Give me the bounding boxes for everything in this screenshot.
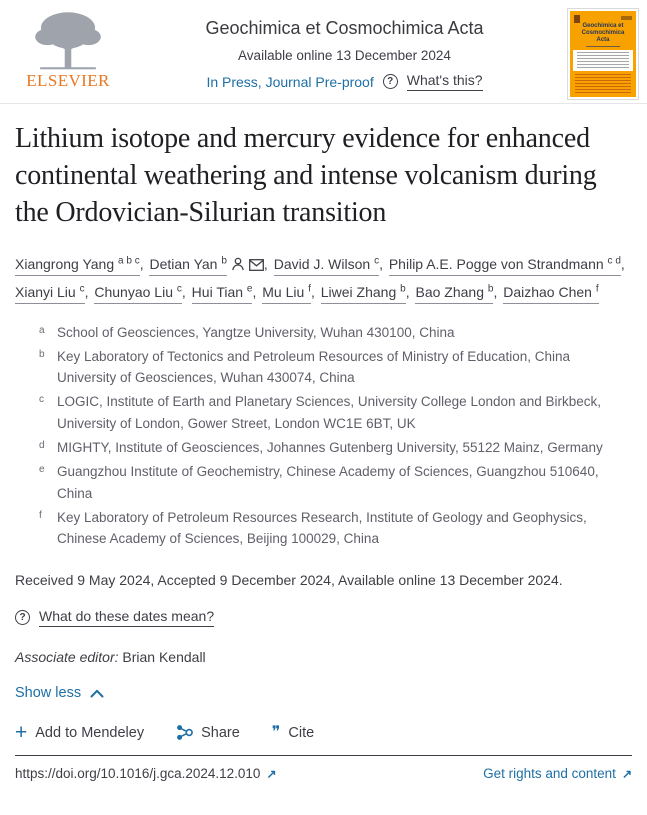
- author-separator: ,: [620, 255, 625, 272]
- author-link[interactable]: [94, 284, 182, 304]
- author-name: Xiangrong Yang: [15, 255, 115, 272]
- cover-lower-panel: [573, 73, 633, 95]
- article-title: Lithium isotope and mercury evidence for enhanced continental weathering and intense volcanism during the Ordovician-Silurian transition: [15, 123, 597, 229]
- affiliation-label: c: [39, 394, 44, 406]
- external-link-icon: ↗: [266, 766, 277, 781]
- author-name: Liwei Zhang: [320, 283, 397, 300]
- available-online-text: Available online 13 December 2024: [238, 48, 451, 63]
- author-link[interactable]: [15, 256, 140, 276]
- doi-link[interactable]: [15, 766, 277, 781]
- affiliation-item: [39, 437, 632, 459]
- author-affiliation-sup: f: [595, 283, 599, 295]
- affiliation-text: LOGIC, Institute of Earth and Planetary Sciences, University College London and Birkbeck, University of London, Gower Street, London WC1E 6BT, UK: [57, 394, 602, 432]
- elsevier-logo[interactable]: [14, 6, 122, 91]
- affiliation-label: d: [39, 440, 45, 451]
- journal-cover-thumbnail[interactable]: [567, 8, 639, 100]
- footer-row: [15, 766, 632, 795]
- affiliation-item: [39, 461, 632, 505]
- author-link[interactable]: [274, 256, 379, 276]
- author-link[interactable]: [389, 256, 621, 276]
- author-affiliation-sup: b: [400, 283, 406, 295]
- affiliation-list: [15, 322, 632, 551]
- share-label: Share: [201, 724, 240, 741]
- author-separator: ,: [181, 283, 190, 300]
- journal-title-link[interactable]: Geochimica et Cosmochimica Acta: [205, 18, 484, 38]
- article-dates: Received 9 May 2024, Accepted 9 December 2024, Available online 13 December 2024.: [15, 572, 563, 589]
- header: [0, 0, 647, 104]
- elsevier-tree-icon: [27, 8, 109, 74]
- author-name: Hui Tian: [191, 283, 244, 300]
- question-icon: ?: [15, 610, 30, 625]
- author-name: Mu Liu: [262, 283, 305, 300]
- chevron-up-icon: [90, 689, 104, 698]
- affiliation-label: e: [39, 463, 45, 475]
- author-link[interactable]: [503, 284, 598, 304]
- cite-label: Cite: [288, 724, 315, 741]
- add-to-mendeley-label: Add to Mendeley: [35, 724, 145, 741]
- share-icon: [176, 724, 193, 741]
- cover-issue-text: [621, 16, 632, 20]
- associate-editor-row: [15, 649, 632, 665]
- show-less-label: Show less: [15, 685, 82, 702]
- author-affiliation-sup: a b c: [118, 255, 140, 267]
- affiliation-item: [39, 322, 632, 344]
- envelope-icon[interactable]: [249, 259, 264, 271]
- rights-link[interactable]: [483, 766, 632, 781]
- author-name: Philip A.E. Pogge von Strandmann: [388, 255, 604, 272]
- affiliation-item: [39, 391, 632, 435]
- affiliation-item: [39, 346, 632, 390]
- author-separator: ,: [310, 283, 319, 300]
- author-separator: ,: [139, 255, 148, 272]
- affiliation-label: b: [39, 348, 45, 360]
- question-icon[interactable]: ?: [383, 74, 398, 89]
- header-center: [122, 6, 567, 91]
- plus-icon: +: [15, 720, 28, 744]
- doi-text: https://doi.org/10.1016/j.gca.2024.12.010: [15, 766, 261, 782]
- author-separator: ,: [379, 255, 387, 272]
- author-name: Xianyi Liu: [15, 283, 76, 300]
- dates-help-link[interactable]: What do these dates mean?: [39, 608, 214, 627]
- author-affiliation-sup: e: [246, 283, 253, 295]
- author-name: Bao Zhang: [415, 283, 484, 300]
- person-icon[interactable]: [231, 257, 245, 271]
- author-affiliation-sup: c: [176, 283, 182, 295]
- author-list: [15, 250, 632, 306]
- cite-button[interactable]: [272, 725, 314, 741]
- author-separator: ,: [405, 283, 414, 300]
- affiliation-text: Key Laboratory of Tectonics and Petroleum Resources of Ministry of Education, China University of Geosciences, Wuhan 430074, China: [57, 348, 571, 386]
- author-link[interactable]: [262, 284, 311, 304]
- author-name: David J. Wilson: [273, 255, 371, 272]
- affiliation-item: [39, 507, 632, 551]
- share-button[interactable]: [176, 724, 240, 741]
- affiliation-label: f: [39, 509, 42, 521]
- action-toolbar: [15, 720, 632, 744]
- author-affiliation-sup: f: [308, 283, 311, 295]
- author-name: Chunyao Liu: [94, 283, 173, 300]
- author-name: Daizhao Chen: [503, 283, 592, 300]
- author-link[interactable]: [192, 284, 253, 304]
- footer-divider: [15, 755, 632, 756]
- cite-icon: ❞: [271, 723, 281, 741]
- rights-text: Get rights and content: [483, 766, 616, 782]
- associate-editor-name: Brian Kendall: [122, 649, 206, 666]
- author-link[interactable]: [15, 284, 85, 304]
- affiliation-text: MIGHTY, Institute of Geosciences, Johannes Gutenberg University, 55122 Mainz, Germany: [57, 440, 603, 455]
- elsevier-wordmark: ELSEVIER: [26, 71, 110, 90]
- affiliation-label: a: [39, 324, 45, 336]
- affiliation-text: Guangzhou Institute of Geochemistry, Chinese Academy of Sciences, Guangzhou 510640, China: [57, 463, 599, 501]
- affiliation-text: Key Laboratory of Petroleum Resources Research, Institute of Geology and Geophysics, Chinese Academy of Sciences, Beijing 100029, China: [57, 509, 587, 547]
- in-press-link[interactable]: In Press, Journal Pre-proof: [206, 73, 374, 90]
- associate-editor-label: Associate editor:: [15, 649, 119, 666]
- author-separator: ,: [84, 283, 93, 300]
- author-affiliation-sup: b: [487, 283, 494, 295]
- whats-this-link[interactable]: What's this?: [407, 72, 483, 91]
- author-separator: ,: [493, 283, 502, 300]
- author-link[interactable]: [415, 284, 493, 304]
- author-link[interactable]: [321, 284, 406, 304]
- press-row: [122, 72, 567, 91]
- cover-chip: [574, 15, 580, 23]
- author-affiliation-sup: c d: [607, 255, 621, 267]
- affiliation-text: School of Geosciences, Yangtze University, Wuhan 430100, China: [57, 324, 455, 340]
- author-affiliation-sup: b: [221, 255, 227, 267]
- author-separator: ,: [252, 283, 261, 300]
- add-to-mendeley-button[interactable]: [15, 720, 145, 744]
- author-affiliation-sup: c: [79, 283, 85, 295]
- author-separator: ,: [263, 255, 272, 272]
- dates-help-row: [15, 608, 632, 627]
- author-name: Detian Yan: [149, 255, 218, 272]
- external-link-icon: ↗: [621, 766, 632, 781]
- cover-contents-panel: [573, 50, 633, 71]
- author-link[interactable]: [149, 256, 263, 272]
- cover-title: Geochimica et Cosmochimica Acta: [581, 23, 625, 43]
- article-main: [0, 120, 647, 795]
- show-less-button[interactable]: [15, 685, 104, 701]
- author-affiliation-sup: c: [374, 255, 380, 267]
- cover-rule: [586, 46, 620, 47]
